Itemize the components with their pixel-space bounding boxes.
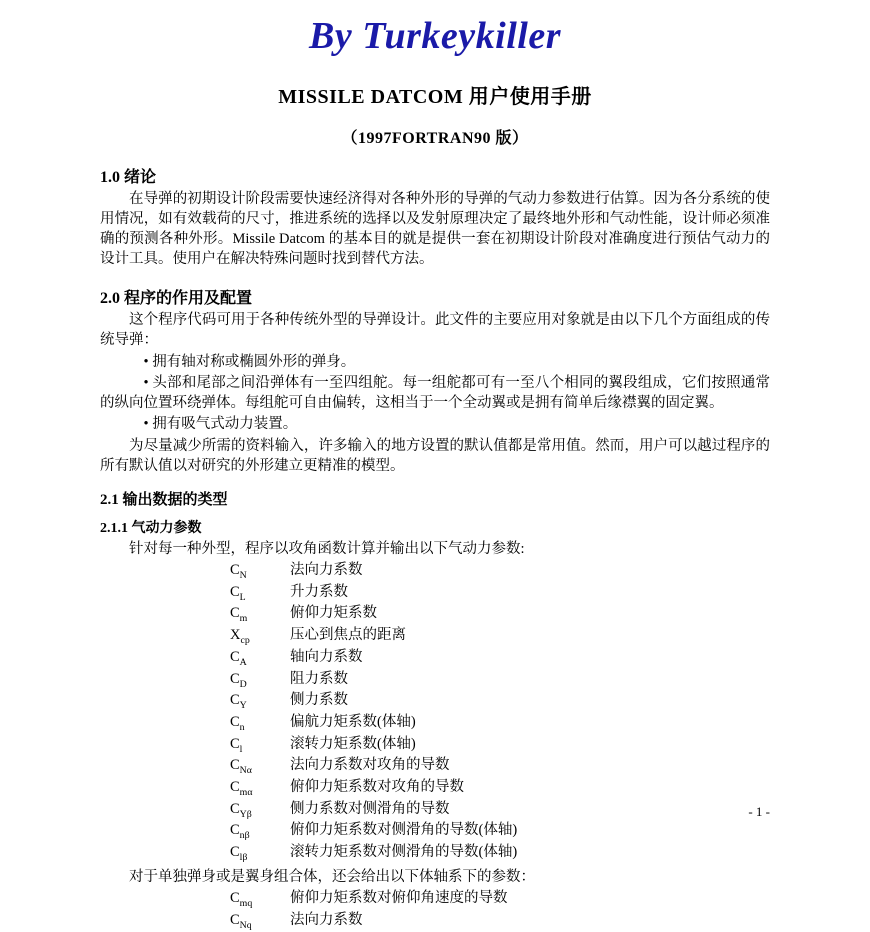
coefficient-symbol: $C_L$ [230, 583, 246, 603]
coefficient-description: 侧力系数 [290, 692, 348, 709]
watermark-text: By Turkeykiller [309, 15, 561, 57]
coefficient-description: 法向力系数对攻角的导数 [290, 757, 450, 774]
section-heading-2: 2.0 程序的作用及配置 [100, 290, 253, 307]
coefficient-row [100, 800, 770, 822]
coefficient-symbol: $C_{m\alpha}$ [230, 779, 253, 798]
coefficient-row [100, 889, 770, 911]
coefficient-description: 滚转力矩系数(体轴) [290, 735, 416, 752]
section-heading-1: 1.0 绪论 [100, 169, 157, 186]
coefficient-row [100, 604, 770, 626]
coefficient-description: 轴向力系数 [290, 648, 363, 665]
coefficient-row [100, 735, 770, 757]
coefficient-row [100, 843, 770, 865]
coefficient-description: 俯仰力矩系数 [290, 605, 377, 622]
coefficient-row [100, 626, 770, 648]
coefficient-symbol: $C_Y$ [230, 692, 247, 712]
coefficient-description: 俯仰力矩系数对俯仰角速度的导数 [290, 889, 508, 906]
coefficient-symbol: $C_m$ [230, 605, 248, 625]
coefficient-symbol: $C_{Nq}$ [230, 911, 252, 931]
coefficient-description: 压心到焦点的距离 [290, 627, 406, 644]
coefficient-symbol: $C_{n\beta}$ [230, 822, 250, 842]
section-2-bullet-2: • 头部和尾部之间沿弹体有一至四组舵。每一组舵都可有一至八个相同的翼段组成，它们按照通常的纵向位置环绕弹体。每组舵可自由偏转，这相当于一个全动翼或是拥有简单后缘襟翼的固定翼。 [100, 375, 770, 411]
section-2-1-1-footer: 对于单独弹身或是翼身组合体，还会给出以下体轴系下的参数： [129, 868, 535, 885]
section-2-paragraph-2: 为尽量减少所需的资料输入，许多输入的地方设置的默认值都是常用值。然而，用户可以越过程序的所有默认值以对研究的外形建立更精准的模型。 [100, 438, 770, 474]
coefficient-row [100, 583, 770, 605]
coefficient-description: 俯仰力矩系数对攻角的导数 [290, 779, 464, 796]
coefficient-symbol: $C_{mq}$ [230, 889, 253, 909]
coefficient-symbol: $C_l$ [230, 735, 243, 755]
coefficient-symbol: $C_{Y\beta}$ [230, 800, 252, 820]
coefficient-symbol: $C_{l\beta}$ [230, 844, 248, 864]
coefficient-row [100, 648, 770, 670]
coefficient-symbol: $C_n$ [230, 713, 245, 733]
document-subtitle: （1997FORTRAN90 版） [341, 130, 529, 147]
coefficient-row [100, 911, 770, 932]
subsection-heading-2-1: 2.1 输出数据的类型 [100, 492, 228, 508]
coefficient-row [100, 778, 770, 800]
section-2-1-1-paragraph: 针对每一种外型，程序以攻角函数计算并输出以下气动力参数: [129, 541, 525, 557]
section-2-bullet-3: • 拥有吸气式动力装置。 [143, 416, 298, 432]
coefficient-row [100, 756, 770, 778]
document-title: MISSILE DATCOM 用户使用手册 [278, 86, 592, 108]
coefficient-description: 偏航力矩系数(体轴) [290, 713, 416, 730]
coefficient-row [100, 713, 770, 735]
coefficient-symbol: $C_N$ [230, 562, 247, 581]
coefficient-symbol: $C_A$ [230, 648, 247, 668]
section-2-paragraph-1: 这个程序代码可用于各种传统外型的导弹设计。此文件的主要应用对象就是由以下几个方面组成的传统导弹： [100, 312, 770, 348]
coefficient-row [100, 821, 770, 843]
coefficient-symbol: $X_{cp}$ [230, 627, 250, 646]
body-axis-coefficient-list [100, 889, 770, 932]
coefficient-description: 滚转力矩系数对侧滑角的导数(体轴) [290, 844, 518, 861]
page-number: - 1 - [748, 804, 770, 819]
coefficient-symbol: $C_{N\alpha}$ [230, 757, 252, 777]
coefficient-row [100, 670, 770, 692]
coefficient-description: 法向力系数 [290, 562, 363, 578]
coefficient-description: 侧力系数对侧滑角的导数 [290, 800, 450, 817]
coefficient-row [100, 561, 770, 583]
aerodynamic-coefficient-list [100, 561, 770, 865]
coefficient-description: 俯仰力矩系数对侧滑角的导数(体轴) [290, 822, 518, 839]
coefficient-symbol: $C_D$ [230, 670, 247, 690]
coefficient-row [100, 691, 770, 713]
section-1-paragraph: 在导弹的初期设计阶段需要快速经济得对各种外形的导弹的气动力参数进行估算。因为各分系统的使用情况，如有效载荷的尺寸，推进系统的选择以及发射原理决定了最终地外形和气动性能，设计师必须准确的预测各种外形。Missile Datcom 的基本目的就是提供一套在初期设计阶段对准确度进行预估气动力的设计工具。使用户在解决特殊问题时找到替代方法。 [100, 191, 770, 267]
coefficient-description: 阻力系数 [290, 670, 348, 687]
subsection-heading-2-1-1: 2.1.1 气动力参数 [100, 521, 202, 536]
coefficient-description: 法向力系数 [290, 911, 363, 928]
section-2-bullet-1: • 拥有轴对称或椭圆外形的弹身。 [143, 354, 356, 370]
coefficient-description: 升力系数 [290, 583, 348, 600]
